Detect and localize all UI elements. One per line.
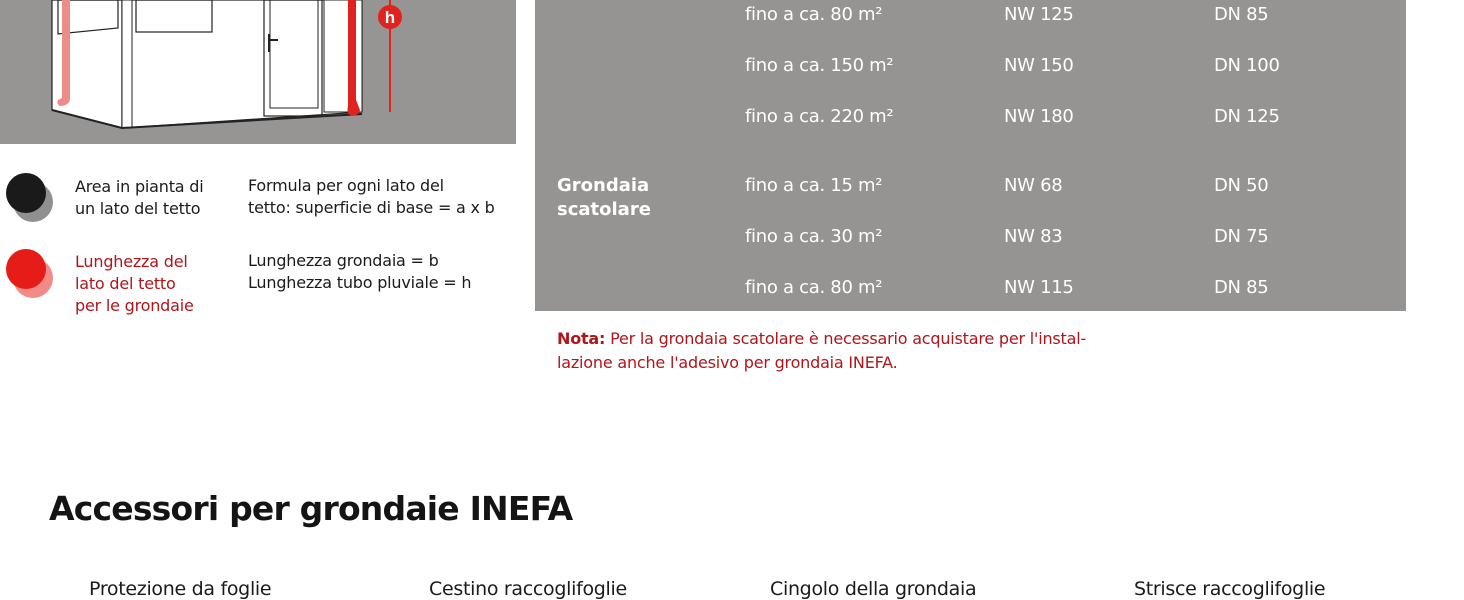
table-cell-nw: NW 180 [1004,106,1074,127]
table-row-header-box-gutter: Grondaia scatolare [557,175,651,220]
legend-item-area-formula: Formula per ogni lato del tetto: superficie di base = a x b [248,176,495,217]
table-cell-dn: DN 100 [1214,55,1280,76]
table-cell-area: fino a ca. 15 m² [745,175,883,196]
legend-item-area-label: Area in pianta di un lato del tetto [75,177,204,218]
table-cell-dn: DN 50 [1214,175,1269,196]
table-cell-nw: NW 68 [1004,175,1063,196]
table-cell-nw: NW 115 [1004,277,1074,298]
table-cell-dn: DN 85 [1214,277,1269,298]
table-cell-dn: DN 75 [1214,226,1269,247]
table-cell-area: fino a ca. 220 m² [745,106,894,127]
garden-house-drawing [0,0,516,144]
accessory-gutter-strap: Cingolo della grondaia [770,578,977,600]
note-line2: lazione anche l'adesivo per grondaia INEFA. [557,353,898,372]
note-line1: Per la grondaia scatolare è necessario acquistare per l'instal- [605,329,1087,348]
legend-item-length-formula: Lunghezza grondaia = b Lunghezza tubo pluviale = h [248,251,472,292]
downpipe-faded [62,0,70,94]
legend-item-length-label: Lunghezza del lato del tetto per le grondaie [75,252,194,315]
note-prefix: Nota: [557,329,606,348]
table-cell-dn: DN 85 [1214,4,1269,25]
table-cell-area: fino a ca. 150 m² [745,55,894,76]
table-cell-area: fino a ca. 30 m² [745,226,883,247]
gutter-sizing-table [535,0,1406,311]
accessory-leaf-strips: Strisce raccoglifoglie [1134,578,1326,600]
gutter-illustration [0,0,516,144]
table-cell-nw: NW 150 [1004,55,1074,76]
height-marker-label: h [384,8,396,27]
table-cell-nw: NW 83 [1004,226,1063,247]
table-cell-area: fino a ca. 80 m² [745,4,883,25]
downpipe-main [348,0,356,102]
table-cell-dn: DN 125 [1214,106,1280,127]
installation-note [557,327,1177,375]
accessory-leaf-guard: Protezione da foglie [89,578,272,600]
accessories-heading: Accessori per grondaie INEFA [49,489,573,528]
table-cell-nw: NW 125 [1004,4,1074,25]
accessory-leaf-basket: Cestino raccoglifoglie [429,578,627,600]
table-cell-area: fino a ca. 80 m² [745,277,883,298]
